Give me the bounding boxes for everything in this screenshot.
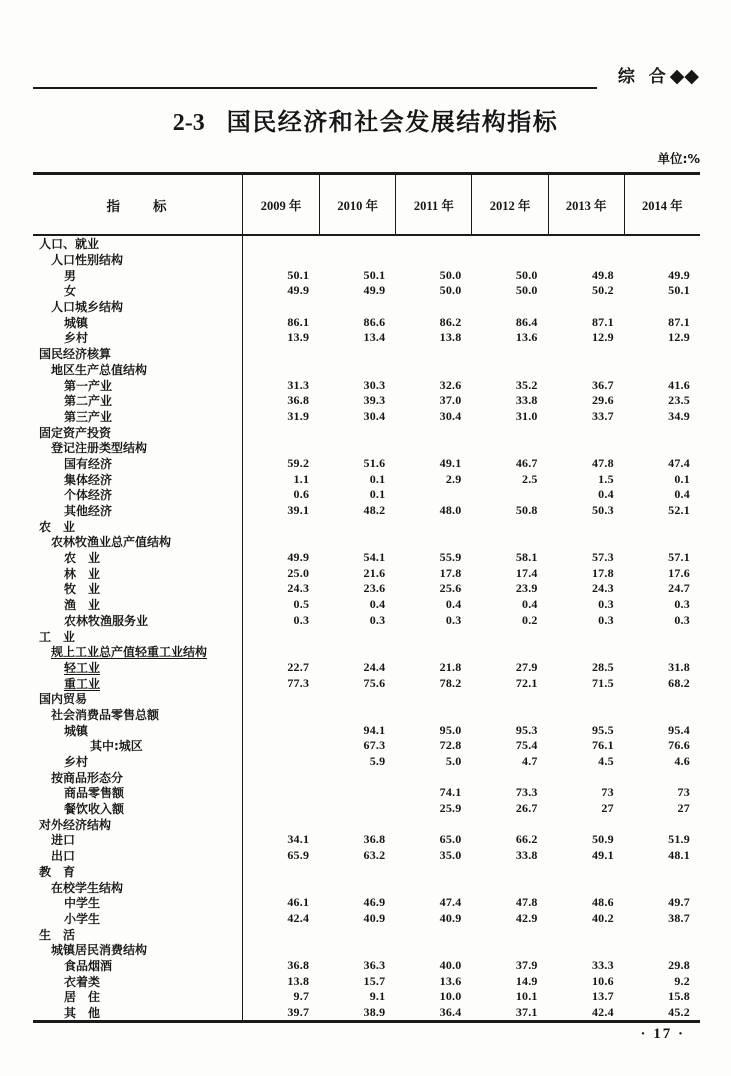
table-row [33,848,700,864]
table-row [33,597,700,613]
row-value: 0.4 [522,597,538,612]
row-value: 65.9 [287,848,310,863]
row-value: 0.4 [445,597,462,612]
row-label: 林 业 [33,565,243,581]
row-label: 男 [33,267,243,283]
row-label: 小学生 [33,911,243,927]
column-header-2009: 2009 年 [260,198,302,213]
row-value: 48.0 [439,503,462,518]
page-number: · 17 · [640,1026,685,1042]
row-value: 95.4 [668,722,690,737]
table-row [33,252,700,268]
row-value: 51.9 [668,832,690,847]
row-value: 13.9 [287,330,310,345]
table-row [33,707,700,723]
row-value: 0.2 [522,612,538,627]
table-row [33,550,700,566]
row-value: 10.6 [591,973,614,988]
row-label: 第三产业 [33,409,243,425]
row-value: 50.1 [363,267,386,282]
row-label: 居 住 [33,989,243,1005]
column-header-2014: 2014 年 [624,175,700,234]
row-value: 48.1 [668,848,690,863]
row-value: 42.9 [515,910,538,925]
row-value: 45.2 [668,1005,690,1020]
row-value: 86.1 [287,314,310,329]
row-value: 42.4 [591,1005,614,1020]
row-value: 13.7 [591,989,614,1004]
table-row [33,440,700,456]
row-value: 68.2 [668,675,690,690]
row-value: 49.7 [668,895,690,910]
row-label: 商品零售额 [33,785,243,801]
row-label: 人口性别结构 [33,252,243,268]
row-value: 40.9 [439,910,462,925]
row-value: 0.3 [598,612,614,627]
table-row [33,487,700,503]
row-value: 95.0 [439,722,462,737]
row-value: 49.1 [439,455,462,470]
row-value: 15.8 [668,989,690,1004]
row-value: 24.4 [363,659,386,674]
table-row [33,879,700,895]
row-label: 人口城乡结构 [33,299,243,315]
row-value: 29.6 [591,393,614,408]
table-row [33,236,700,252]
row-label: 国民经济核算 [33,346,243,362]
row-value: 27 [677,801,690,816]
row-value: 50.0 [515,267,538,282]
row-value: 5.9 [369,754,386,769]
row-value: 36.3 [363,957,386,972]
row-value: 0.4 [598,487,614,502]
row-label: 农 业 [33,518,243,534]
row-label: 工 业 [33,628,243,644]
row-value: 25.6 [439,581,462,596]
row-value: 76.6 [668,738,690,753]
row-value: 86.2 [439,314,462,329]
row-value: 49.9 [363,283,386,298]
row-label: 牧 业 [33,581,243,597]
row-value: 50.0 [439,267,462,282]
row-label: 农林牧渔服务业 [33,613,243,629]
table-row [33,832,700,848]
row-value: 24.3 [287,581,310,596]
table-row [33,816,700,832]
row-value: 4.6 [674,754,690,769]
table-row [33,471,700,487]
row-value: 73 [677,785,690,800]
row-label: 出口 [33,848,243,864]
row-label: 生 活 [33,926,243,942]
table-row [33,330,700,346]
row-value: 0.3 [445,612,462,627]
row-label: 社会消费品零售总额 [33,707,243,723]
row-value: 0.1 [369,487,386,502]
row-label: 其他经济 [33,503,243,519]
row-value: 87.1 [668,314,690,329]
row-value: 0.3 [369,612,386,627]
indicator-table [33,172,700,1023]
row-label: 规上工业总产值轻重工业结构 [33,644,243,660]
row-value: 54.1 [363,550,386,565]
row-value: 28.5 [591,659,614,674]
table-row [33,722,700,738]
row-value: 63.2 [363,848,386,863]
row-value: 95.3 [515,722,538,737]
row-value: 15.7 [363,973,386,988]
row-label: 轻工业 [33,660,243,676]
row-value: 36.7 [591,377,614,392]
table-row [33,942,700,958]
row-value: 33.8 [515,393,538,408]
row-value: 49.9 [668,267,690,282]
row-value: 75.6 [363,675,386,690]
row-value: 5.0 [445,754,462,769]
table-row [33,613,700,629]
row-value: 12.9 [668,330,690,345]
row-value: 2.5 [522,471,538,486]
row-value: 55.9 [439,550,462,565]
row-value: 33.3 [591,957,614,972]
row-value: 50.3 [591,503,614,518]
table-row [33,738,700,754]
row-value: 48.2 [363,503,386,518]
table-row [33,393,700,409]
table-row [33,565,700,581]
running-head [618,62,699,87]
row-value: 1.1 [293,471,310,486]
row-value: 77.3 [287,675,310,690]
row-label: 地区生产总值结构 [33,362,243,378]
row-value: 17.4 [515,565,538,580]
row-value: 24.3 [591,581,614,596]
table-row [33,911,700,927]
row-value: 42.4 [287,910,310,925]
row-value: 72.8 [439,738,462,753]
table-row [33,754,700,770]
row-label: 城镇 [33,314,243,330]
table-row [33,346,700,362]
table-header-row [33,175,700,236]
row-value: 39.7 [287,1005,310,1020]
row-label: 进口 [33,832,243,848]
running-head-label: 综 合 [617,67,670,87]
row-value: 4.5 [598,754,614,769]
table-title-text: 国民经济和社会发展结构指标 [226,108,559,136]
row-label: 女 [33,283,243,299]
row-value: 10.1 [515,989,538,1004]
row-value: 36.8 [287,957,310,972]
table-row [33,989,700,1005]
row-value: 72.1 [515,675,538,690]
row-label: 在校学生结构 [33,879,243,895]
row-label: 中学生 [33,895,243,911]
row-value: 36.8 [363,832,386,847]
row-value: 86.4 [515,314,538,329]
row-value: 22.7 [287,659,310,674]
row-value: 37.9 [515,957,538,972]
row-value: 76.1 [591,738,614,753]
row-value: 73.3 [515,785,538,800]
row-value: 50.8 [515,503,538,518]
row-label: 乡村 [33,330,243,346]
table-body [33,236,700,1020]
row-value: 4.7 [522,754,538,769]
table-row [33,503,700,519]
row-label: 其中:城区 [33,738,243,754]
row-value: 57.3 [591,550,614,565]
row-value: 86.6 [363,314,386,329]
table-row [33,785,700,801]
row-value: 74.1 [439,785,462,800]
header-rule [33,87,597,89]
row-value: 12.9 [591,330,614,345]
row-label: 乡村 [33,754,243,770]
table-row [33,424,700,440]
row-value: 0.5 [293,597,310,612]
row-value: 2.9 [445,471,462,486]
table-row [33,283,700,299]
row-value: 0.1 [674,471,690,486]
column-header-2010: 2010 年 [319,175,395,234]
row-value: 49.8 [591,267,614,282]
row-label: 国有经济 [33,456,243,472]
row-value: 47.4 [668,455,690,470]
row-value: 35.0 [439,848,462,863]
table-row [33,926,700,942]
row-value: 46.7 [515,455,538,470]
row-value: 48.6 [591,895,614,910]
row-value: 34.1 [287,832,310,847]
row-value: 14.9 [515,973,538,988]
table-row [33,675,700,691]
row-value: 46.9 [363,895,386,910]
table-row [33,973,700,989]
row-value: 13.8 [439,330,462,345]
row-label: 按商品形态分 [33,769,243,785]
table-row [33,691,700,707]
table-number: 2-3 [172,110,205,136]
row-value: 9.1 [369,989,386,1004]
table-row [33,628,700,644]
row-value: 17.8 [591,565,614,580]
row-value: 35.2 [515,377,538,392]
row-value: 9.2 [674,973,690,988]
row-label: 固定资产投资 [33,424,243,440]
row-value: 25.0 [287,565,310,580]
column-header-2012: 2012 年 [471,175,547,234]
row-value: 50.2 [591,283,614,298]
row-value: 23.6 [363,581,386,596]
row-value: 1.5 [598,471,614,486]
row-value: 21.6 [363,565,386,580]
row-value: 39.3 [363,393,386,408]
row-value: 50.0 [515,283,538,298]
row-value: 46.1 [287,895,310,910]
row-label: 渔 业 [33,597,243,613]
table-row [33,267,700,283]
row-value: 30.3 [363,377,386,392]
row-label: 第二产业 [33,393,243,409]
row-value: 27 [601,801,614,816]
table-row [33,409,700,425]
table-row [33,895,700,911]
table-row [33,377,700,393]
row-value: 52.1 [668,503,690,518]
row-value: 0.4 [369,597,386,612]
row-value: 0.6 [293,487,310,502]
row-value: 13.8 [287,973,310,988]
row-value: 10.0 [439,989,462,1004]
row-label: 重工业 [33,675,243,691]
row-label: 登记注册类型结构 [33,440,243,456]
column-header-indicator: 指 标 [33,175,243,234]
row-value: 0.3 [674,612,690,627]
row-value: 94.1 [363,722,386,737]
row-value: 34.9 [668,408,690,423]
table-row [33,660,700,676]
row-value: 37.0 [439,393,462,408]
row-value: 67.3 [363,738,386,753]
row-value: 30.4 [363,408,386,423]
row-label: 个体经济 [33,487,243,503]
row-value: 17.6 [668,565,690,580]
row-value: 47.4 [439,895,462,910]
row-value: 50.1 [287,267,310,282]
row-label: 农林牧渔业总产值结构 [33,534,243,550]
table-row [33,801,700,817]
row-value: 40.2 [591,910,614,925]
table-row [33,864,700,880]
row-value: 0.1 [369,471,386,486]
row-value: 75.4 [515,738,538,753]
row-value: 59.2 [287,455,310,470]
row-label: 集体经济 [33,471,243,487]
row-value: 27.9 [515,659,538,674]
row-value: 9.7 [293,989,310,1004]
row-value: 38.9 [363,1005,386,1020]
table-row [33,769,700,785]
table-row [33,456,700,472]
row-value: 37.1 [515,1005,538,1020]
row-value: 40.0 [439,957,462,972]
table-row [33,314,700,330]
row-value: 33.7 [591,408,614,423]
table-row [33,1005,700,1021]
row-value: 29.8 [668,957,690,972]
row-label: 餐饮收入额 [33,801,243,817]
diamond-marker-icon: ◆◆ [669,65,699,87]
column-header-2011: 2011 年 [395,175,471,234]
row-value: 23.5 [668,393,690,408]
row-value: 38.7 [668,910,690,925]
row-value: 49.1 [591,848,614,863]
row-label: 城镇 [33,722,243,738]
row-label: 国内贸易 [33,691,243,707]
table-row [33,362,700,378]
row-value: 95.5 [591,722,614,737]
row-value: 23.9 [515,581,538,596]
unit-note: 单位:% [657,151,700,166]
row-value: 41.6 [668,377,690,392]
row-value: 31.3 [287,377,310,392]
row-value: 65.0 [439,832,462,847]
row-value: 0.3 [598,597,614,612]
row-value: 73 [601,785,614,800]
table-row [33,644,700,660]
row-value: 66.2 [515,832,538,847]
row-value: 47.8 [591,455,614,470]
table-row [33,518,700,534]
row-label: 农 业 [33,550,243,566]
row-value: 26.7 [515,801,538,816]
row-value: 71.5 [591,675,614,690]
row-value: 0.3 [293,612,310,627]
row-value: 36.4 [439,1005,462,1020]
row-label: 食品烟酒 [33,958,243,974]
row-value: 0.4 [674,487,690,502]
row-label: 对外经济结构 [33,816,243,832]
row-value: 32.6 [439,377,462,392]
row-value: 24.7 [668,581,690,596]
table-row [33,534,700,550]
column-header-2013: 2013 年 [548,175,624,234]
table-row [33,581,700,597]
row-value: 30.4 [439,408,462,423]
row-value: 0.3 [674,597,690,612]
row-label: 城镇居民消费结构 [33,942,243,958]
row-value: 31.9 [287,408,310,423]
row-label: 第一产业 [33,377,243,393]
row-value: 31.8 [668,659,690,674]
row-value: 50.0 [439,283,462,298]
row-value: 13.6 [439,973,462,988]
row-value: 78.2 [439,675,462,690]
row-value: 50.1 [668,283,690,298]
row-value: 21.8 [439,659,462,674]
row-value: 49.9 [287,550,310,565]
row-value: 13.6 [515,330,538,345]
row-value: 31.0 [515,408,538,423]
row-value: 57.1 [668,550,690,565]
row-value: 47.8 [515,895,538,910]
row-value: 51.6 [363,455,386,470]
row-label: 其 他 [33,1005,243,1021]
row-value: 33.8 [515,848,538,863]
row-value: 58.1 [515,550,538,565]
table-row [33,958,700,974]
row-value: 25.9 [439,801,462,816]
row-value: 17.8 [439,565,462,580]
row-value: 39.1 [287,503,310,518]
row-value: 40.9 [363,910,386,925]
row-value: 49.9 [287,283,310,298]
row-value: 36.8 [287,393,310,408]
row-value: 13.4 [363,330,386,345]
row-value: 87.1 [591,314,614,329]
table-row [33,299,700,315]
row-value: 50.9 [591,832,614,847]
row-label: 衣着类 [33,973,243,989]
row-label: 教 育 [33,864,243,880]
row-label: 人口、就业 [33,236,243,252]
page-title [0,102,731,137]
